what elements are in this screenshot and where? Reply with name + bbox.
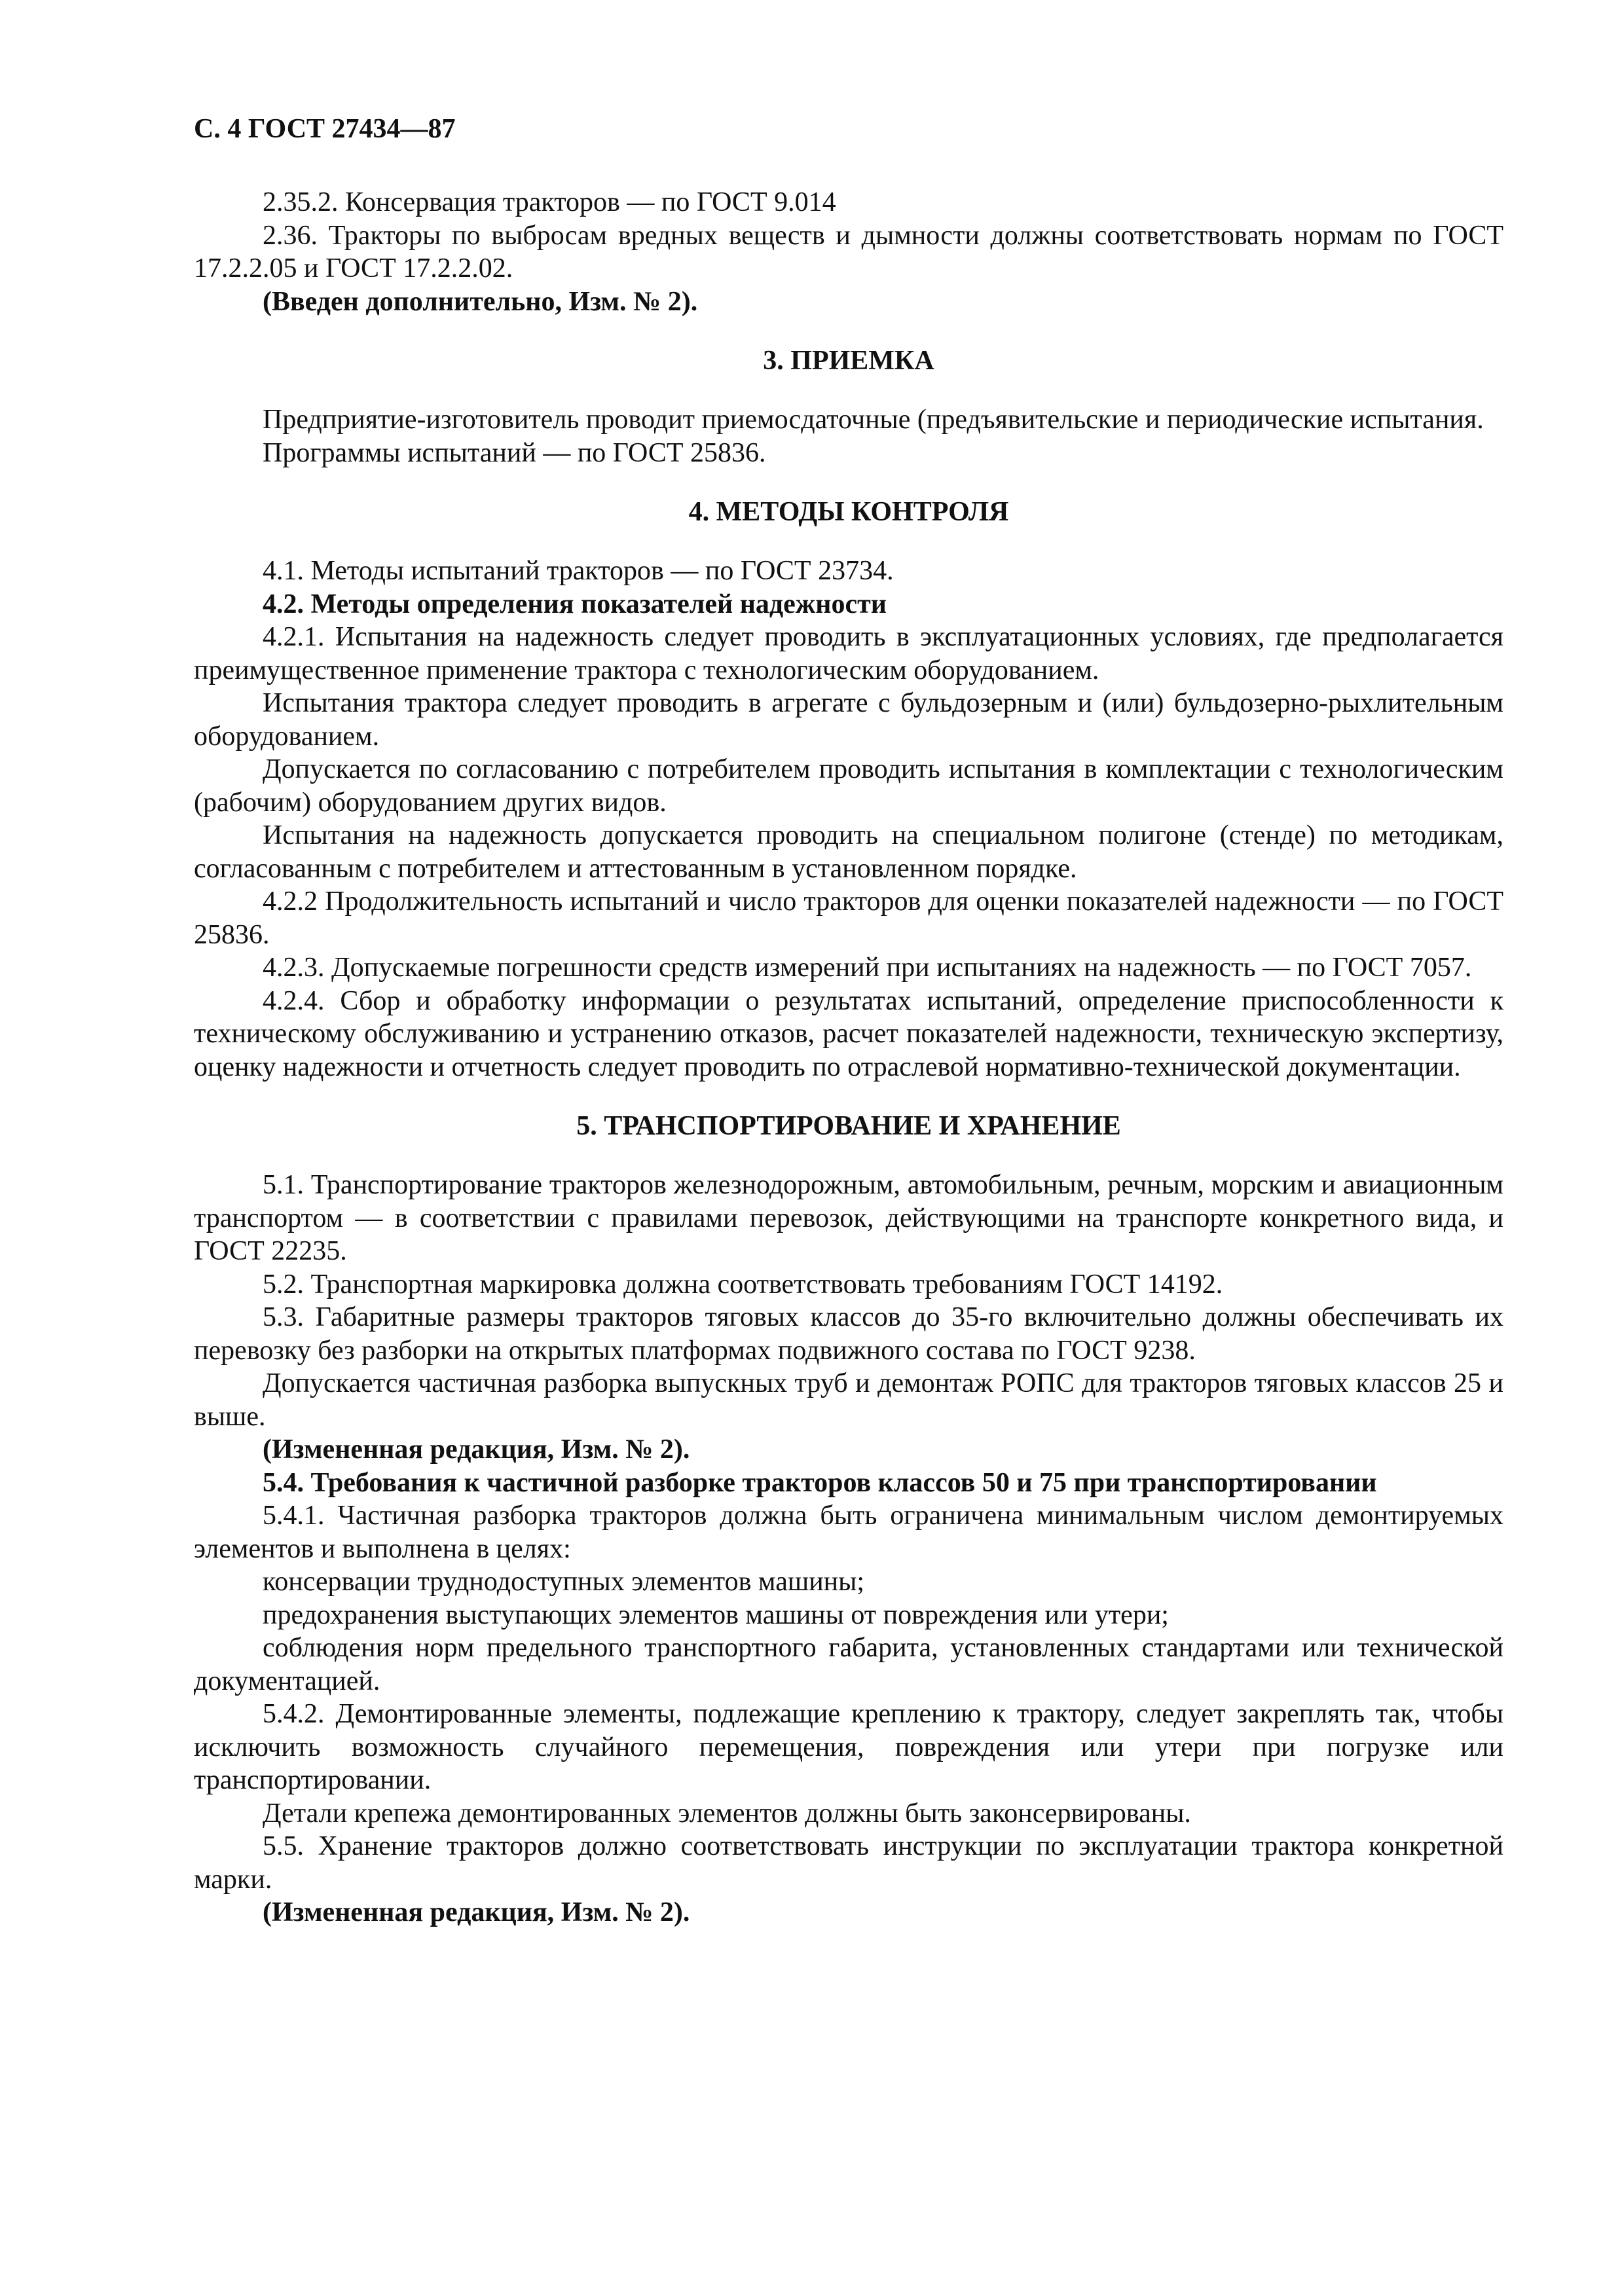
paragraph-4-1: 4.1. Методы испытаний тракторов — по ГОСТ 23734. [263,556,894,586]
subsection-heading-5-4: 5.4. Требования к частичной разборке тракторов классов 50 и 75 при транспортировании [263,1467,1377,1498]
paragraph-acceptance-tests: Предприятие-изготовитель проводит приемосдаточные (предъявительские и периодические испытания. [263,405,1484,435]
section-heading-acceptance: 3. ПРИЕМКА [763,346,934,376]
document-body [194,186,1503,1929]
paragraph-4-2-3: 4.2.3. Допускаемые погрешности средств измерений при испытаниях на надежность — по ГОСТ 7057. [263,953,1472,983]
paragraph-fasteners: Детали крепежа демонтированных элементов должны быть законсервированы. [263,1798,1191,1829]
paragraph-4-2-4: 4.2.4. Сбор и обработку информации о результатах испытаний, определение приспособленности к техническому обслуживанию и устранению отказов, расчет показателей надежности, техническую экспертизу, оценку надежности и отчетность следует проводить по отраслевой нормативно-технической документации. [194,985,1503,1082]
paragraph-4-2-2: 4.2.2 Продолжительность испытаний и число тракторов для оценки показателей надежности — по ГОСТ 25836. [194,886,1503,950]
amendment-note: (Введен дополнительно, Изм. № 2). [263,286,698,317]
paragraph-2-35-2: 2.35.2. Консервация тракторов — по ГОСТ 9.014 [263,187,836,217]
paragraph-5-4-2: 5.4.2. Демонтированные элементы, подлежащие креплению к трактору, следует закреплять так, чтобы исключить возможность случайного перемещения, повреждения или утери при погрузке или транспортировании. [194,1699,1503,1795]
list-item: соблюдения норм предельного транспортного габарита, установленных стандартами или технической документацией. [194,1633,1503,1696]
amendment-note: (Измененная редакция, Изм. № 2). [263,1434,690,1465]
subsection-heading-4-2: 4.2. Методы определения показателей надежности [263,589,887,619]
paragraph-test-polygon: Испытания на надежность допускается проводить на специальном полигоне (стенде) по методикам, согласованным с потребителем и аттестованным в установленном порядке. [194,820,1503,884]
section-heading-control-methods: 4. МЕТОДЫ КОНТРОЛЯ [688,497,1009,527]
amendment-note: (Измененная редакция, Изм. № 2). [263,1897,690,1927]
list-item: предохранения выступающих элементов машины от повреждения или утери; [263,1599,1169,1630]
running-head: С. 4 ГОСТ 27434—87 [194,114,456,144]
paragraph-5-4-1: 5.4.1. Частичная разборка тракторов должна быть ограничена минимальным числом демонтируемых элементов и выполнена в целях: [194,1501,1503,1564]
paragraph-5-2: 5.2. Транспортная маркировка должна соответствовать требованиям ГОСТ 14192. [263,1269,1223,1300]
section-heading-transport-storage: 5. ТРАНСПОРТИРОВАНИЕ И ХРАНЕНИЕ [576,1111,1121,1141]
paragraph-4-2-1: 4.2.1. Испытания на надежность следует проводить в эксплуатационных условиях, где предполагается преимущественное применение трактора с технологическим оборудованием. [194,622,1503,685]
paragraph-2-36: 2.36. Тракторы по выбросам вредных веществ и дымности должны соответствовать нормам по ГОСТ 17.2.2.05 и ГОСТ 17.2.2.02. [194,220,1503,283]
paragraph-test-programs: Программы испытаний — по ГОСТ 25836. [263,437,766,468]
paragraph-other-equipment: Допускается по согласованию с потребителем проводить испытания в комплектации с технологическим (рабочим) оборудованием других видов. [194,754,1503,818]
paragraph-5-3: 5.3. Габаритные размеры тракторов тяговых классов до 35-го включительно должны обеспечивать их перевозку без разборки на открытых платформах подвижного состава по ГОСТ 9238. [194,1302,1503,1366]
paragraph-partial-disassembly: Допускается частичная разборка выпускных труб и демонтаж РОПС для тракторов тяговых классов 25 и выше. [194,1368,1503,1432]
paragraph-5-5: 5.5. Хранение тракторов должно соответствовать инструкции по эксплуатации трактора конкретной марки. [194,1831,1503,1895]
list-item: консервации труднодоступных элементов машины; [263,1567,865,1597]
paragraph-bulldozer-tests: Испытания трактора следует проводить в агрегате с бульдозерным и (или) бульдозерно-рыхлительным оборудованием. [194,688,1503,752]
paragraph-5-1: 5.1. Транспортирование тракторов железнодорожным, автомобильным, речным, морским и авиационным транспортом — в соответствии с правилами перевозок, действующими на транспорте конкретного вида, и ГОСТ 22235. [194,1170,1503,1266]
